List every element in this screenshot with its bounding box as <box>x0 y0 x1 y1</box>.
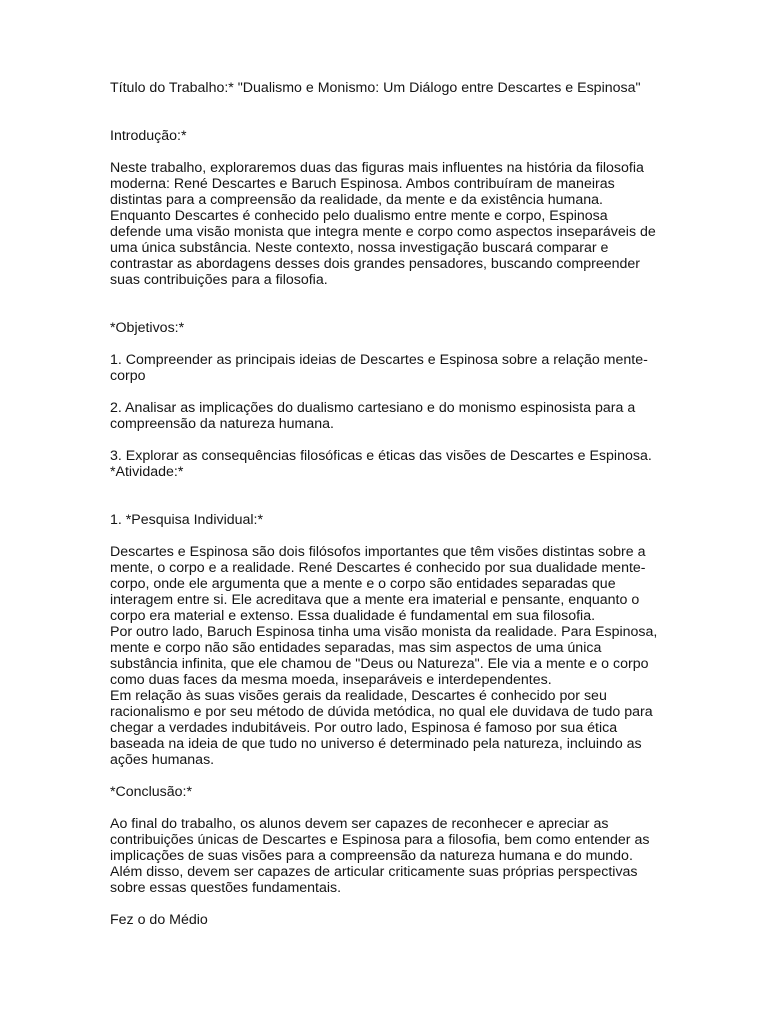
research-line: mente, o corpo e a realidade. René Descartes é conhecido por sua dualidade mente- <box>110 560 646 576</box>
research-line: corpo era material e extenso. Essa dualidade é fundamental em sua filosofia. <box>110 608 596 624</box>
research-line: interagem entre si. Ele acreditava que a mente era imaterial e pensante, enquanto o <box>110 592 640 608</box>
research-paragraph <box>110 544 670 768</box>
conclusion-line: contribuições únicas de Descartes e Espinosa para a filosofia, bem como entender as <box>110 832 650 848</box>
intro-line: Enquanto Descartes é conhecido pelo dualismo entre mente e corpo, Espinosa <box>110 208 608 224</box>
document-title: Título do Trabalho:* "Dualismo e Monismo: Um Diálogo entre Descartes e Espinosa" <box>110 80 641 96</box>
conclusion-line: Além disso, devem ser capazes de articular criticamente suas próprias perspectivas <box>110 864 638 880</box>
conclusion-line: implicações de suas visões para a compreensão da natureza humana e do mundo. <box>110 848 633 864</box>
activity-heading: 1. *Pesquisa Individual:* <box>110 512 264 528</box>
research-line: Descartes e Espinosa são dois filósofos importantes que têm visões distintas sobre a <box>110 544 646 560</box>
conclusion-line: sobre essas questões fundamentais. <box>110 880 342 896</box>
conclusion-paragraph <box>110 816 670 896</box>
conclusion-line: Ao final do trabalho, os alunos devem ser capazes de reconhecer e apreciar as <box>110 816 609 832</box>
intro-heading: Introdução:* <box>110 128 187 144</box>
research-line: Por outro lado, Baruch Espinosa tinha uma visão monista da realidade. Para Espinosa, <box>110 624 658 640</box>
intro-paragraph <box>110 160 670 288</box>
conclusion-heading: *Conclusão:* <box>110 784 193 800</box>
intro-line: defende uma visão monista que integra mente e corpo como aspectos inseparáveis de <box>110 224 656 240</box>
objective-line: compreensão da natureza humana. <box>110 416 334 432</box>
objective-line: 3. Explorar as consequências filosóficas e éticas das visões de Descartes e Espinosa. <box>110 448 652 464</box>
intro-line: suas contribuições para a filosofia. <box>110 272 328 288</box>
intro-line: distintas para a compreensão da realidade, da mente e da existência humana. <box>110 192 603 208</box>
objective-item-1 <box>110 352 670 384</box>
intro-line: contrastar as abordagens desses dois grandes pensadores, buscando compreender <box>110 256 641 272</box>
intro-line: uma única substância. Neste contexto, nossa investigação buscará comparar e <box>110 240 609 256</box>
research-line: substância infinita, que ele chamou de "Deus ou Natureza". Ele via a mente e o corpo <box>110 656 649 672</box>
research-line: corpo, onde ele argumenta que a mente e o corpo são entidades separadas que <box>110 576 616 592</box>
research-line: mente e corpo não são entidades separadas, mas sim aspectos de uma única <box>110 640 602 656</box>
research-line: chegar a verdades indubitáveis. Por outro lado, Espinosa é famoso por sua ética <box>110 720 618 736</box>
research-line: racionalismo e por seu método de dúvida metódica, no qual ele duvidava de tudo para <box>110 704 653 720</box>
objective-line: 1. Compreender as principais ideias de Descartes e Espinosa sobre a relação mente- <box>110 352 648 368</box>
research-line: ações humanas. <box>110 752 215 768</box>
objective-line: 2. Analisar as implicações do dualismo cartesiano e do monismo espinosista para a <box>110 400 636 416</box>
objective-item-2 <box>110 400 670 432</box>
research-line: baseada na ideia de que tudo no universo é determinado pela natureza, incluindo as <box>110 736 642 752</box>
document-body <box>110 80 670 928</box>
objective-item-3 <box>110 448 670 480</box>
intro-line: Neste trabalho, exploraremos duas das figuras mais influentes na história da filosofia <box>110 160 644 176</box>
objective-line: corpo <box>110 368 146 384</box>
intro-line: moderna: René Descartes e Baruch Espinosa. Ambos contribuíram de maneiras <box>110 176 615 192</box>
footer-text: Fez o do Médio <box>110 912 208 928</box>
activity-label: *Atividade:* <box>110 464 184 480</box>
research-line: como duas faces da mesma moeda, inseparáveis e interdependentes. <box>110 672 552 688</box>
research-line: Em relação às suas visões gerais da realidade, Descartes é conhecido por seu <box>110 688 607 704</box>
objectives-heading: *Objetivos:* <box>110 320 185 336</box>
